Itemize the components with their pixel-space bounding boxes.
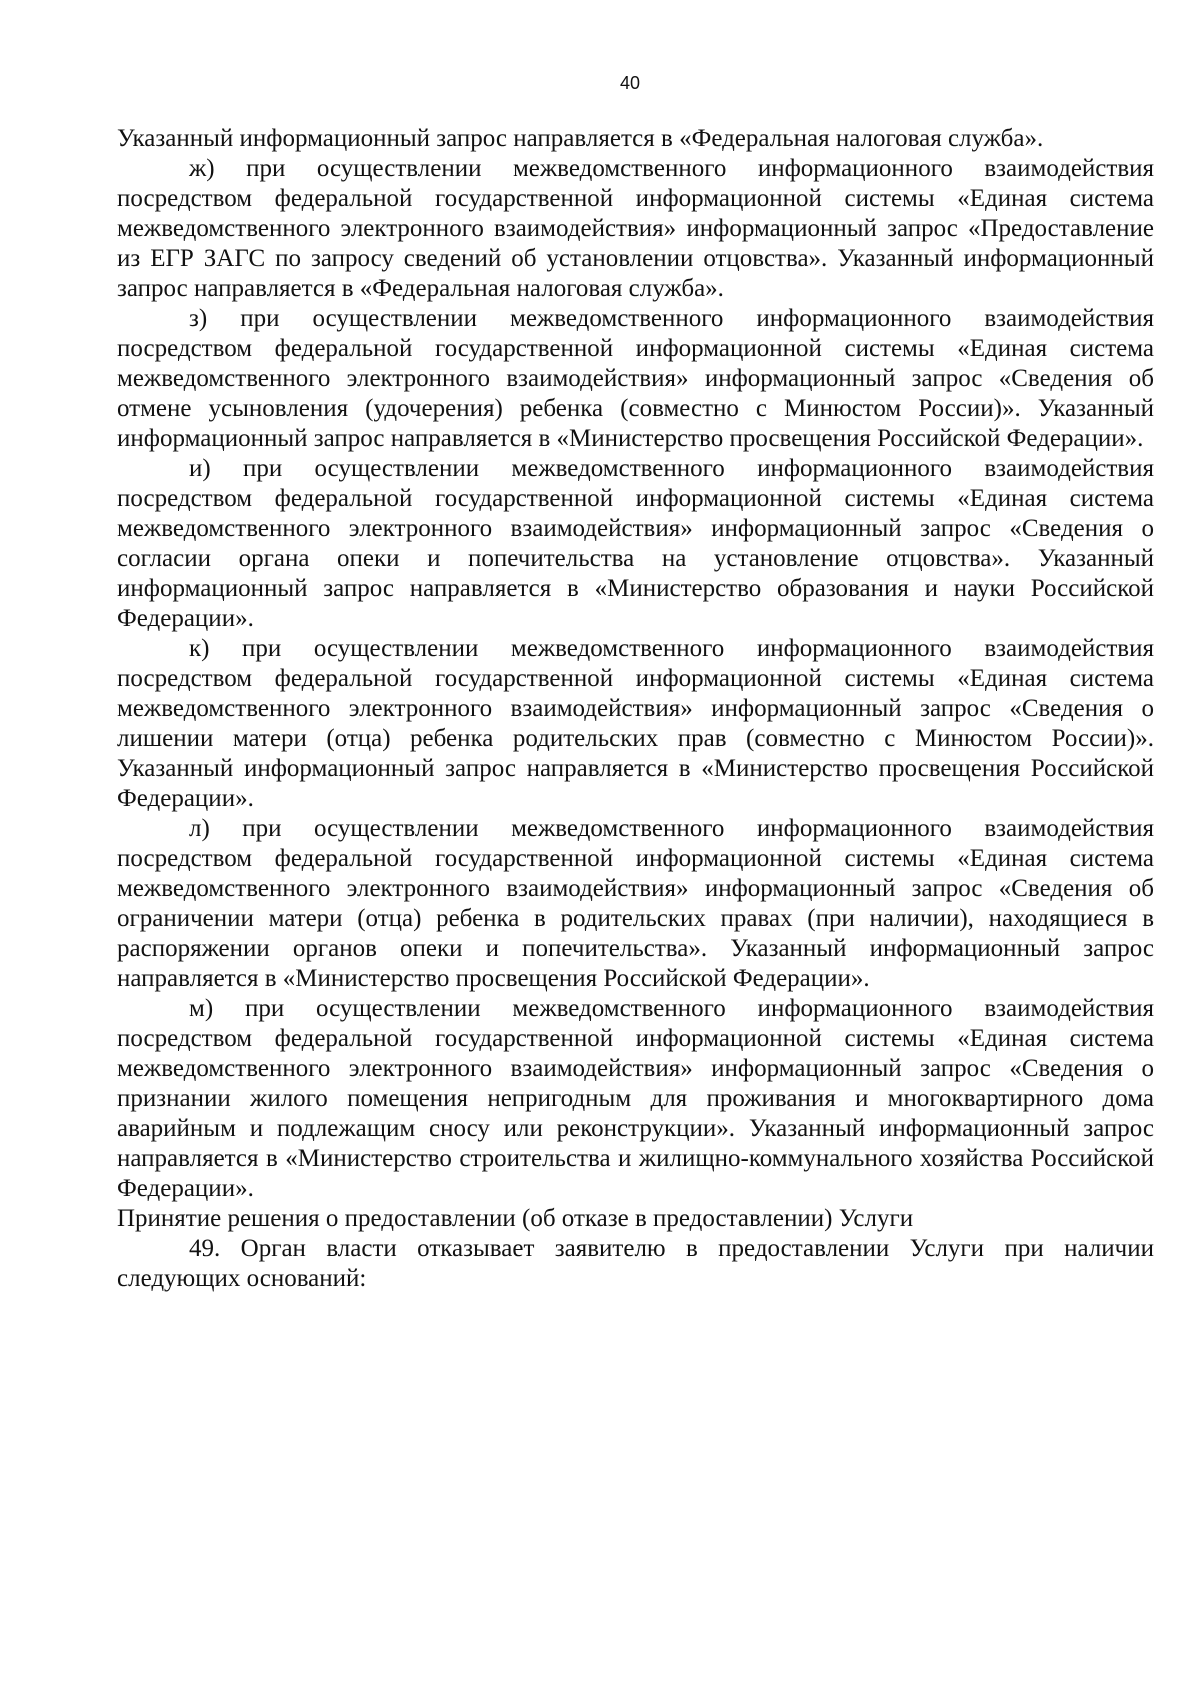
paragraph-continuation: Указанный информационный запрос направляется в «Федеральная налоговая служба».	[117, 125, 1044, 152]
document-body	[117, 124, 1154, 1294]
paragraph-49: 49. Орган власти отказывает заявителю в предоставлении Услуги при наличии следующих оснований:	[117, 1235, 1154, 1292]
section-heading: Принятие решения о предоставлении (об отказе в предоставлении) Услуги	[117, 1205, 914, 1232]
paragraph-item-z: з) при осуществлении межведомственного информационного взаимодействия посредством федеральной государственной информационной системы «Единая система межведомственного электронного взаимодействия» информационный запрос «Сведения об отмене усыновления (удочерения) ребенка (совместно с Минюстом России)». Указанный информационный запрос направляется в «Министерство просвещения Российской Федерации».	[117, 305, 1154, 452]
paragraph-item-zh: ж) при осуществлении межведомственного информационного взаимодействия посредством федеральной государственной информационной системы «Единая система межведомственного электронного взаимодействия» информационный запрос «Предоставление из ЕГР ЗАГС по запросу сведений об установлении отцовства». Указанный информационный запрос направляется в «Федеральная налоговая служба».	[117, 155, 1154, 302]
paragraph-item-m: м) при осуществлении межведомственного информационного взаимодействия посредством федеральной государственной информационной системы «Единая система межведомственного электронного взаимодействия» информационный запрос «Сведения о признании жилого помещения непригодным для проживания и многоквартирного дома аварийным и подлежащим сносу или реконструкции». Указанный информационный запрос направляется в «Министерство строительства и жилищно-коммунального хозяйства Российской Федерации».	[117, 995, 1154, 1202]
paragraph-item-i: и) при осуществлении межведомственного информационного взаимодействия посредством федеральной государственной информационной системы «Единая система межведомственного электронного взаимодействия» информационный запрос «Сведения о согласии органа опеки и попечительства на установление отцовства». Указанный информационный запрос направляется в «Министерство образования и науки Российской Федерации».	[117, 455, 1154, 632]
page-number: 40	[619, 73, 641, 93]
paragraph-item-k: к) при осуществлении межведомственного информационного взаимодействия посредством федеральной государственной информационной системы «Единая система межведомственного электронного взаимодействия» информационный запрос «Сведения о лишении матери (отца) ребенка родительских прав (совместно с Минюстом России)». Указанный информационный запрос направляется в «Министерство просвещения Российской Федерации».	[117, 635, 1154, 812]
paragraph-item-l: л) при осуществлении межведомственного информационного взаимодействия посредством федеральной государственной информационной системы «Единая система межведомственного электронного взаимодействия» информационный запрос «Сведения об ограничении матери (отца) ребенка в родительских правах (при наличии), находящиеся в распоряжении органов опеки и попечительства». Указанный информационный запрос направляется в «Министерство просвещения Российской Федерации».	[117, 815, 1154, 992]
